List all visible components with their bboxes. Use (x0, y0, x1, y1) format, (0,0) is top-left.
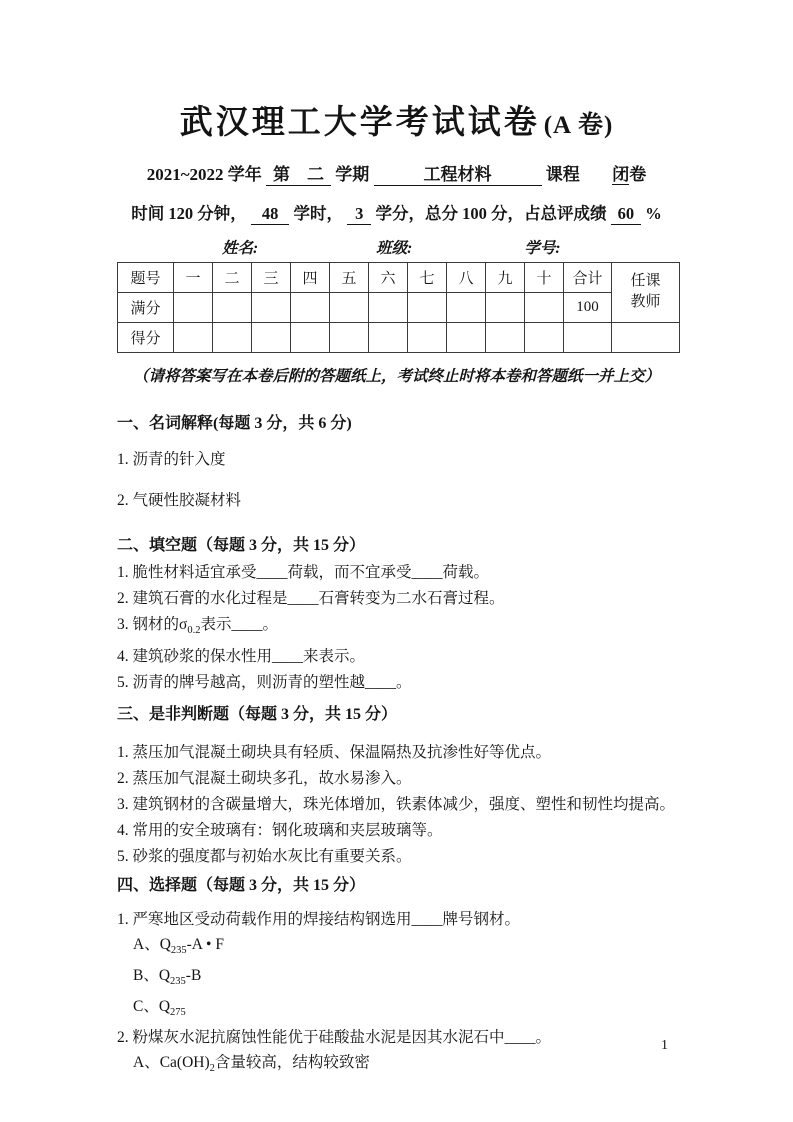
s2-question-1: 1. 脆性材料适宜承受____荷载，而不宜承受____荷载。 (117, 563, 490, 581)
s2-question-4: 4. 建筑砂浆的保水性用____来表示。 (117, 647, 366, 665)
col-9: 九 (486, 262, 525, 292)
score-cell-empty (447, 292, 486, 322)
s3-question-5: 5. 砂浆的强度都与初始水灰比有重要关系。 (117, 847, 412, 865)
sigma-subscript: 0.2 (187, 624, 201, 636)
score-cell-empty (330, 292, 369, 322)
name-label: 姓名: (222, 239, 259, 257)
instructor-label-line1: 任课 (630, 273, 661, 290)
s2-question-3-text: 3. 钢材的σ (117, 615, 188, 633)
section-3-heading: 三、是非判断题（每题 3 分，共 15 分） (117, 705, 398, 723)
s3-question-2: 2. 蒸压加气混凝土砌块多孔，故水易渗入。 (117, 769, 412, 787)
s1-question-2: 2. 气硬性胶凝材料 (117, 491, 242, 509)
s4-q2-option-a (133, 1053, 763, 1078)
score-cell-empty (486, 292, 525, 322)
s2-question-3-tail: 表示____。 (200, 615, 278, 633)
instructor-cell (612, 262, 680, 322)
percent-blank: 60 (611, 205, 642, 225)
score-cell-empty (408, 292, 447, 322)
col-5: 五 (330, 262, 369, 292)
s4-q1-option-c (133, 997, 763, 1022)
score-cell-empty (291, 292, 330, 322)
credits-total-text: 学分，总分 100 分，占总评成绩 (375, 203, 607, 223)
option-b-tail: -B (185, 966, 202, 984)
course-blank: 工程材料 (374, 165, 542, 186)
exam-body (0, 413, 793, 1078)
q2-option-a-tail: 含量较高，结构较致密 (214, 1053, 370, 1071)
s1-question-1: 1. 沥青的针入度 (117, 450, 226, 468)
option-c-text: C、Q (133, 997, 171, 1015)
score-cell-empty (369, 292, 408, 322)
score-cell-empty (612, 322, 680, 352)
score-cell-empty (174, 292, 213, 322)
score-cell-empty (525, 292, 564, 322)
steel-grade-subscript: 235 (170, 944, 187, 956)
s4-q1-option-b (133, 966, 763, 991)
course-label: 课程 (545, 165, 580, 184)
score-cell-empty (486, 322, 525, 352)
s4-q1-option-a (133, 935, 763, 960)
exam-title: 武汉理工大学考试试卷 (179, 105, 540, 141)
chemical-subscript: 2 (209, 1062, 215, 1074)
exam-notice: （请将答案写在本卷后附的答题纸上，考试终止时将本卷和答题纸一并上交） (132, 367, 660, 385)
percent-sign: % (645, 203, 662, 223)
full-score-row (118, 292, 680, 322)
col-4: 四 (291, 262, 330, 292)
s3-question-3: 3. 建筑钢材的含碳量增大，珠光体增加，铁素体减少，强度、塑性和韧性均提高。 (117, 795, 676, 813)
exam-type-rest: 卷 (629, 165, 647, 184)
col-10: 十 (525, 262, 564, 292)
score-cell-empty (213, 292, 252, 322)
section-4-heading: 四、选择题（每题 3 分，共 15 分） (117, 876, 366, 894)
s3-question-1: 1. 蒸压加气混凝土砌块具有轻质、保温隔热及抗渗性好等优点。 (117, 743, 552, 761)
s3-question-4: 4. 常用的安全玻璃有：钢化玻璃和夹层玻璃等。 (117, 821, 443, 839)
semester-label: 学期 (335, 165, 370, 184)
s2-question-2: 2. 建筑石膏的水化过程是____石膏转变为二水石膏过程。 (117, 589, 505, 607)
steel-grade-subscript: 275 (170, 1006, 186, 1018)
score-cell-empty (174, 322, 213, 352)
class-label: 班级: (376, 239, 413, 257)
col-8: 八 (447, 262, 486, 292)
s4-question-2: 2. 粉煤灰水泥抗腐蚀性能优于硅酸盐水泥是因其水泥石中____。 (117, 1028, 552, 1046)
full-score-label: 满分 (118, 292, 174, 322)
col-7: 七 (408, 262, 447, 292)
col-1: 一 (174, 262, 213, 292)
section-1-heading: 一、名词解释(每题 3 分，共 6 分) (117, 414, 352, 432)
score-cell-empty (369, 322, 408, 352)
term-line (0, 160, 793, 186)
obtained-score-row (118, 322, 680, 352)
score-cell-empty (252, 322, 291, 352)
hours-blank: 48 (251, 205, 290, 225)
instructor-label-line2: 教师 (630, 294, 661, 311)
exam-title-suffix: (A 卷) (543, 112, 614, 139)
exam-type-text (612, 165, 646, 185)
score-cell-empty (525, 322, 564, 352)
score-cell-empty (447, 322, 486, 352)
question-number-header: 题号 (118, 262, 174, 292)
s2-question-5: 5. 沥青的牌号越高，则沥青的塑性越____。 (117, 673, 412, 691)
score-table (117, 262, 680, 353)
steel-grade-subscript: 235 (170, 975, 186, 987)
score-cell-empty (252, 292, 291, 322)
col-2: 二 (213, 262, 252, 292)
credits-blank: 3 (347, 205, 371, 225)
option-a-text: A、Q (133, 935, 171, 953)
student-info-line (0, 236, 793, 258)
section-2-heading: 二、填空题（每题 3 分，共 15 分） (117, 536, 366, 554)
score-table-header-row (118, 262, 680, 292)
score-cell-empty (213, 322, 252, 352)
score-cell-empty (564, 322, 612, 352)
score-cell-empty (408, 322, 447, 352)
q2-option-a-text: A、Ca(OH) (133, 1053, 210, 1071)
hours-label: 学时， (293, 203, 343, 223)
full-score-total: 100 (564, 292, 612, 322)
exam-type-underlined: 闭 (612, 165, 630, 184)
total-header: 合计 (564, 262, 612, 292)
semester-blank: 第 二 (266, 165, 331, 186)
col-6: 六 (369, 262, 408, 292)
col-3: 三 (252, 262, 291, 292)
s4-question-1: 1. 严寒地区受动荷载作用的焊接结构钢选用____牌号钢材。 (117, 910, 521, 928)
student-id-label: 学号: (524, 239, 561, 257)
page-number: 1 (661, 1038, 668, 1053)
duration-text: 时间 120 分钟， (131, 203, 247, 223)
score-cell-empty (291, 322, 330, 352)
academic-year-text: 2021~2022 学年 (146, 165, 262, 184)
s2-question-3 (117, 615, 763, 640)
title-row (0, 0, 793, 143)
info-line (0, 200, 793, 225)
obtained-score-label: 得分 (118, 322, 174, 352)
score-cell-empty (330, 322, 369, 352)
option-a-tail: -A • F (186, 935, 224, 953)
option-b-text: B、Q (133, 966, 171, 984)
